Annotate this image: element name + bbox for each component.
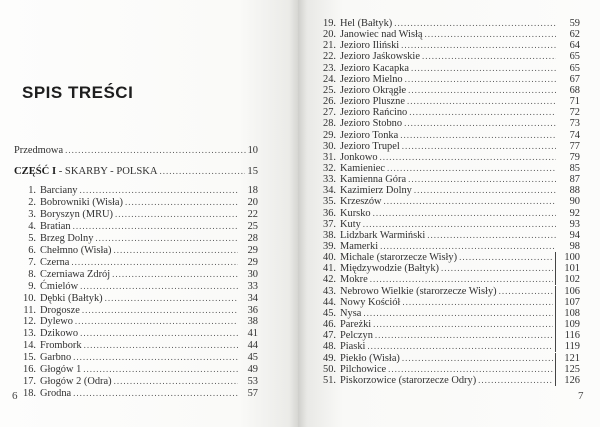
toc-entry-page: 121 bbox=[555, 353, 580, 364]
toc-entry-number: 2. bbox=[28, 196, 36, 208]
toc-entry bbox=[310, 18, 580, 29]
dot-leader bbox=[441, 263, 553, 274]
toc-entry-title: Nebrowo Wielkie (starorzecze Wisły) bbox=[340, 285, 497, 297]
toc-entry-number: 13. bbox=[23, 328, 36, 340]
toc-entry-page: 79 bbox=[569, 151, 580, 163]
toc-entry bbox=[310, 63, 580, 74]
toc-entry-title: Hel (Bałtyk) bbox=[340, 18, 393, 29]
toc-entry-number: 4. bbox=[28, 220, 36, 232]
toc-entry-title: Pelczyn bbox=[340, 330, 373, 342]
toc-entry bbox=[310, 174, 580, 185]
toc-entry-page: 59 bbox=[569, 18, 580, 29]
toc-entry-page: 74 bbox=[569, 129, 580, 141]
toc-entry bbox=[18, 364, 258, 375]
dot-leader bbox=[459, 252, 553, 263]
dot-leader bbox=[80, 185, 238, 196]
toc-entry-number: 37. bbox=[323, 218, 336, 230]
toc-entry-title: Jezioro Tonka bbox=[340, 129, 399, 141]
dot-leader bbox=[73, 388, 238, 399]
toc-entry bbox=[310, 297, 580, 308]
toc-entry bbox=[310, 74, 580, 85]
toc-entry-title: Garbno bbox=[40, 352, 72, 364]
toc-entry-title: Kazimierz Dolny bbox=[340, 185, 412, 197]
dot-leader bbox=[400, 130, 556, 141]
dot-leader bbox=[401, 40, 556, 51]
toc-entry bbox=[18, 245, 258, 256]
dot-leader bbox=[375, 330, 553, 341]
toc-entry-page: 125 bbox=[555, 364, 580, 375]
toc-entry-page: 65 bbox=[569, 51, 580, 63]
toc-entry-number: 23. bbox=[323, 62, 336, 74]
toc-entry-number: 24. bbox=[323, 73, 336, 85]
toc-entry bbox=[310, 274, 580, 285]
dot-leader bbox=[160, 166, 246, 177]
toc-entry-page: 102 bbox=[555, 274, 580, 285]
toc-entry-number: 25. bbox=[323, 84, 336, 96]
toc-entry-page: 109 bbox=[555, 319, 580, 330]
toc-entry bbox=[310, 118, 580, 129]
toc-entry-page: 90 bbox=[569, 196, 580, 208]
toc-entry-number: 35. bbox=[323, 196, 336, 208]
toc-entry bbox=[18, 340, 258, 351]
toc-entry-title: Frombork bbox=[40, 340, 82, 352]
dot-leader bbox=[105, 293, 238, 304]
toc-entry bbox=[18, 257, 258, 268]
toc-entry-page: 29 bbox=[247, 244, 258, 256]
toc-entry-page: 64 bbox=[569, 40, 580, 52]
toc-entry-number: 42. bbox=[323, 274, 336, 286]
dot-leader bbox=[405, 74, 556, 85]
toc-entry-page: 10 bbox=[247, 145, 258, 156]
toc-entry-number: 21. bbox=[323, 40, 336, 52]
toc-entry bbox=[310, 40, 580, 51]
dot-leader bbox=[95, 233, 238, 244]
dot-leader bbox=[75, 316, 238, 327]
toc-entry-page: 45 bbox=[247, 352, 258, 364]
toc-entry-number: 30. bbox=[323, 140, 336, 152]
toc-entry-page: 92 bbox=[569, 207, 580, 219]
toc-entry-title: Jezioro Trupel bbox=[340, 140, 400, 152]
toc-entry-page: 77 bbox=[569, 140, 580, 152]
toc-entry-page: 33 bbox=[247, 280, 258, 292]
toc-entry-number: 34. bbox=[323, 185, 336, 197]
toc-entry-title: Piekło (Wisła) bbox=[340, 352, 400, 364]
toc-entry-number: 14. bbox=[23, 340, 36, 352]
toc-entry-page: 73 bbox=[569, 118, 580, 130]
dot-leader bbox=[380, 152, 556, 163]
toc-entry bbox=[18, 221, 258, 232]
toc-entry-title: Jezioro Stobno bbox=[340, 118, 403, 130]
toc-entry-title: Chełmno (Wisła) bbox=[40, 244, 112, 256]
toc-entry-number: 32. bbox=[323, 162, 336, 174]
toc-entry-title: Bratian bbox=[40, 220, 71, 232]
toc-entry bbox=[310, 85, 580, 96]
toc-entry bbox=[18, 388, 258, 399]
toc-entry-page: 87 bbox=[569, 174, 580, 186]
toc-entry bbox=[310, 29, 580, 40]
dot-leader bbox=[373, 208, 556, 219]
toc-entry-number: 9. bbox=[28, 280, 36, 292]
toc-entry-title: Lidzbark Warmiński bbox=[340, 229, 426, 241]
toc-entry-title: Pareżki bbox=[340, 319, 372, 331]
dot-leader bbox=[388, 364, 553, 375]
toc-entry-number: 27. bbox=[323, 107, 336, 119]
toc-entry-page: 44 bbox=[247, 340, 258, 352]
toc-entry-title: Piskorzowice (starorzecze Odry) bbox=[340, 374, 477, 386]
toc-entry-number: 29. bbox=[323, 129, 336, 141]
toc-entry-title: Grodna bbox=[40, 388, 72, 400]
toc-entry-title: Boryszyn (MRU) bbox=[40, 208, 114, 220]
toc-entry-title: Dębki (Bałtyk) bbox=[40, 292, 103, 304]
toc-entry-page: 15 bbox=[247, 166, 258, 177]
toc-entry-page: 98 bbox=[569, 241, 580, 252]
dot-leader bbox=[404, 118, 556, 129]
toc-entry bbox=[310, 330, 580, 341]
toc-entry-title: Przedmowa bbox=[14, 145, 64, 156]
toc-entry-page: 62 bbox=[569, 29, 580, 41]
toc-entry-title: Głogów 2 (Odra) bbox=[40, 376, 112, 388]
toc-entry-page: 29 bbox=[247, 256, 258, 268]
toc-entry bbox=[18, 281, 258, 292]
toc-entry-number: 49. bbox=[323, 352, 336, 364]
dot-leader bbox=[80, 281, 238, 292]
toc-entry-title: Jezioro Mielno bbox=[340, 73, 403, 85]
toc-entry bbox=[18, 269, 258, 280]
toc-entry bbox=[18, 316, 258, 327]
toc-entry-page: 68 bbox=[569, 84, 580, 96]
toc-entry bbox=[310, 107, 580, 118]
toc-entry-title: Jezioro Rańcino bbox=[340, 107, 408, 119]
toc-entry bbox=[18, 209, 258, 220]
toc-entry bbox=[310, 341, 580, 352]
dot-leader bbox=[394, 18, 556, 29]
toc-entry-number: 36. bbox=[323, 207, 336, 219]
dot-leader bbox=[363, 219, 556, 230]
toc-entry-page: 126 bbox=[555, 375, 580, 386]
toc-entry-number: 20. bbox=[323, 29, 336, 41]
toc-entry-page: 119 bbox=[555, 341, 580, 352]
dot-leader bbox=[71, 257, 238, 268]
dot-leader bbox=[80, 328, 238, 339]
toc-entry-title: Jezioro Pluszne bbox=[340, 96, 405, 108]
toc-entry-title: Drogosze bbox=[40, 304, 80, 316]
toc-entry-number: 40. bbox=[323, 252, 336, 264]
toc-entry-number: 39. bbox=[323, 241, 336, 252]
toc-entry-title: Pilchowice bbox=[340, 363, 387, 375]
toc-entry-number: 5. bbox=[28, 232, 36, 244]
toc-entry-title: Jezioro Kacapka bbox=[340, 62, 409, 74]
toc-entry-page: 94 bbox=[569, 229, 580, 241]
dot-leader bbox=[427, 230, 556, 241]
toc-entry bbox=[18, 293, 258, 304]
toc-entry-number: 16. bbox=[23, 364, 36, 376]
dot-leader bbox=[82, 305, 238, 316]
toc-entry-title: Nysa bbox=[340, 307, 362, 319]
dot-leader bbox=[73, 221, 238, 232]
dot-leader bbox=[370, 274, 553, 285]
toc-entry-number: 46. bbox=[323, 319, 336, 331]
toc-entry bbox=[310, 163, 580, 174]
toc-entry-title: Ćmielów bbox=[40, 280, 79, 292]
toc-entry-page: 88 bbox=[569, 185, 580, 197]
toc-entry-title: Dylewo bbox=[40, 316, 73, 328]
page-title: SPIS TREŚCI bbox=[22, 83, 134, 102]
dot-leader bbox=[84, 340, 238, 351]
toc-entry bbox=[310, 141, 580, 152]
toc-entry bbox=[310, 241, 580, 252]
toc-entry-number: 17. bbox=[23, 376, 36, 388]
toc-entry-number: 11. bbox=[23, 304, 36, 316]
toc-entry-title: Bobrowniki (Wisła) bbox=[40, 196, 123, 208]
toc-entry bbox=[18, 305, 258, 316]
toc-entry-page: 71 bbox=[569, 96, 580, 108]
toc-entry bbox=[310, 308, 580, 319]
dot-leader bbox=[115, 209, 238, 220]
right-page bbox=[298, 0, 600, 427]
toc-entry-number: 41. bbox=[323, 263, 336, 275]
dot-leader bbox=[402, 353, 553, 364]
toc-entry-page: 18 bbox=[247, 185, 258, 196]
toc-entry-page: 85 bbox=[569, 162, 580, 174]
toc-entry-number: 44. bbox=[323, 296, 336, 308]
toc-entry bbox=[310, 208, 580, 219]
toc-entry-page: 36 bbox=[247, 304, 258, 316]
dot-leader bbox=[380, 241, 556, 252]
toc-entry-page: 101 bbox=[555, 263, 580, 274]
dot-leader bbox=[65, 145, 246, 156]
toc-entry-page: 22 bbox=[247, 208, 258, 220]
toc-entry-page: 41 bbox=[247, 328, 258, 340]
toc-entry bbox=[310, 364, 580, 375]
toc-entry-number: 1. bbox=[28, 185, 36, 196]
dot-leader bbox=[411, 63, 556, 74]
toc-entry-page: 100 bbox=[555, 252, 580, 263]
toc-entry-number: 3. bbox=[28, 208, 36, 220]
toc-entry-title: Jezioro Jaśkowskie bbox=[340, 51, 420, 63]
left-page bbox=[0, 0, 298, 427]
toc-entry-number: 10. bbox=[23, 292, 36, 304]
toc-entry-number: 12. bbox=[23, 316, 36, 328]
toc-entry-page: 49 bbox=[247, 364, 258, 376]
dot-leader bbox=[425, 29, 557, 40]
toc-entry-page: 28 bbox=[247, 232, 258, 244]
toc-entry-title: Kamieniec bbox=[340, 162, 386, 174]
toc-entry-page: 106 bbox=[555, 286, 580, 297]
toc-entry bbox=[18, 233, 258, 244]
toc-entry bbox=[310, 96, 580, 107]
dot-leader bbox=[114, 376, 238, 387]
toc-entry-title: Czerna bbox=[40, 256, 70, 268]
toc-entry-page: 20 bbox=[247, 196, 258, 208]
toc-entry-title: Kursko bbox=[340, 207, 371, 219]
toc-entry-title: Międzywodzie (Bałtyk) bbox=[340, 263, 439, 275]
toc-entry-number: 38. bbox=[323, 229, 336, 241]
toc-entry bbox=[310, 219, 580, 230]
toc-entry-title: Krzeszów bbox=[340, 196, 382, 208]
dot-leader bbox=[387, 163, 556, 174]
dot-leader bbox=[384, 196, 556, 207]
toc-entry-number: 6. bbox=[28, 244, 36, 256]
toc-entry bbox=[310, 185, 580, 196]
toc-entry bbox=[310, 375, 580, 386]
dot-leader bbox=[125, 197, 238, 208]
part-label-bold: CZĘŚĆ I bbox=[14, 166, 57, 177]
toc-entry-title: Mokre bbox=[340, 274, 368, 286]
dot-leader bbox=[409, 107, 556, 118]
toc-entry bbox=[18, 352, 258, 363]
toc-entry-number: 48. bbox=[323, 341, 336, 353]
toc-entry-title: Czerniawa Zdrój bbox=[40, 268, 111, 280]
toc-entry-number: 26. bbox=[323, 96, 336, 108]
toc-entry-title: Głogów 1 bbox=[40, 364, 82, 376]
dot-leader bbox=[367, 341, 553, 352]
toc-entry-title: Kuty bbox=[340, 218, 361, 230]
toc-entry bbox=[310, 196, 580, 207]
toc-entry bbox=[18, 197, 258, 208]
toc-entry-page: 72 bbox=[569, 107, 580, 119]
toc-entry-title: Dzikowo bbox=[40, 328, 79, 340]
toc-entry-title: Jonkowo bbox=[340, 151, 378, 163]
toc-entry-number: 43. bbox=[323, 285, 336, 297]
toc-entry bbox=[310, 286, 580, 297]
dot-leader bbox=[373, 319, 553, 330]
toc-entry bbox=[18, 185, 258, 196]
toc-entry-title: Michale (starorzecze Wisły) bbox=[340, 252, 458, 264]
dot-leader bbox=[414, 185, 556, 196]
toc-entry bbox=[310, 319, 580, 330]
toc-entry-page: 65 bbox=[569, 62, 580, 74]
toc-entry-page: 57 bbox=[247, 388, 258, 400]
toc-entry-title: Barciany bbox=[40, 185, 78, 196]
toc-entry-page: 25 bbox=[247, 220, 258, 232]
toc-entry-title: Janowiec nad Wisłą bbox=[340, 29, 423, 41]
dot-leader bbox=[407, 96, 556, 107]
dot-leader bbox=[73, 352, 238, 363]
dot-leader bbox=[112, 269, 238, 280]
page-number-right: 7 bbox=[578, 390, 584, 402]
toc-entry-number: 18. bbox=[23, 388, 36, 400]
toc-entry-number: 7. bbox=[28, 256, 36, 268]
toc-entry-number: 22. bbox=[323, 51, 336, 63]
toc-entry-page: 107 bbox=[555, 297, 580, 308]
toc-entry-number: 50. bbox=[323, 363, 336, 375]
toc-entry-number: 28. bbox=[323, 118, 336, 130]
toc-entry-page: 38 bbox=[247, 316, 258, 328]
toc-entry-title: Brzeg Dolny bbox=[40, 232, 94, 244]
toc-entry bbox=[18, 328, 258, 339]
toc-entry bbox=[18, 376, 258, 387]
toc-entry-page: 30 bbox=[247, 268, 258, 280]
toc-entry-page: 34 bbox=[247, 292, 258, 304]
toc-entry-number: 45. bbox=[323, 307, 336, 319]
toc-part-heading bbox=[14, 166, 258, 177]
toc-entry-page: 108 bbox=[555, 308, 580, 319]
toc-entry-page: 67 bbox=[569, 73, 580, 85]
toc-entry-number: 51. bbox=[323, 374, 336, 386]
dot-leader bbox=[402, 297, 553, 308]
toc-entry bbox=[310, 152, 580, 163]
toc-entry-title: Jezioro Okrągłe bbox=[340, 84, 407, 96]
toc-entry-title: Kamienna Góra bbox=[340, 174, 407, 186]
toc-entry-title: Jezioro Iliński bbox=[340, 40, 400, 52]
dot-leader bbox=[499, 286, 553, 297]
dot-leader bbox=[422, 51, 556, 62]
toc-entry-number: 19. bbox=[323, 18, 336, 29]
toc-entry-page: 53 bbox=[247, 376, 258, 388]
toc-entry bbox=[310, 263, 580, 274]
part-label bbox=[14, 166, 158, 177]
toc-entry bbox=[310, 51, 580, 62]
toc-entry-number: 47. bbox=[323, 330, 336, 342]
toc-entry bbox=[310, 230, 580, 241]
dot-leader bbox=[83, 364, 238, 375]
dot-leader bbox=[363, 308, 553, 319]
dot-leader bbox=[408, 85, 556, 96]
toc-entry-number: 8. bbox=[28, 268, 36, 280]
part-label-rest: - SKARBY - POLSKA bbox=[56, 166, 158, 177]
toc-entry-number: 31. bbox=[323, 151, 336, 163]
toc-entry bbox=[310, 130, 580, 141]
toc-entry-title: Mamerki bbox=[340, 241, 379, 252]
toc-entry-number: 15. bbox=[23, 352, 36, 364]
toc-entry-title: Piaski bbox=[340, 341, 366, 353]
toc-entry-page: 116 bbox=[555, 330, 580, 341]
dot-leader bbox=[113, 245, 238, 256]
dot-leader bbox=[402, 141, 556, 152]
dot-leader bbox=[408, 174, 556, 185]
toc-entry bbox=[310, 252, 580, 263]
toc-entry-title: Nowy Kościół bbox=[340, 296, 401, 308]
dot-leader bbox=[478, 375, 553, 386]
toc-entry-number: 33. bbox=[323, 174, 336, 186]
toc-entry-foreword bbox=[14, 145, 258, 156]
page-number-left: 6 bbox=[12, 390, 18, 402]
toc-entry-page: 93 bbox=[569, 218, 580, 230]
toc-entry bbox=[310, 353, 580, 364]
